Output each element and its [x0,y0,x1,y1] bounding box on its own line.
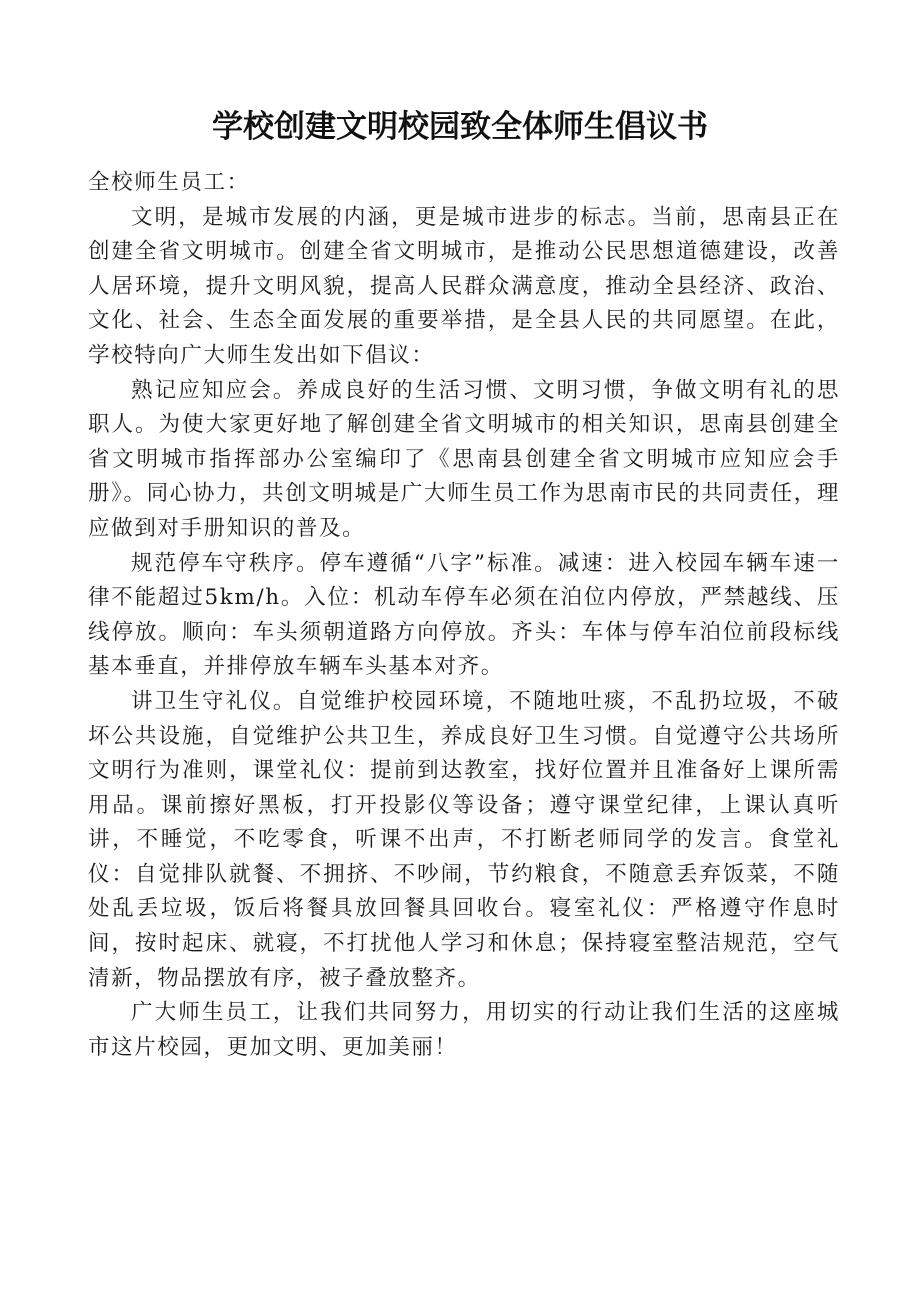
paragraph-parking: 规范停车守秩序。停车遵循“八字”标准。减速：进入校园车辆车速一律不能超过5km/h。入位：机动车停车必须在泊位内停放，严禁越线、压线停放。顺向：车头须朝道路方向停放。齐头：车体与停车泊位前段标线基本垂直，并排停放车辆车头基本对齐。 [88,550,840,680]
paragraph-intro: 文明，是城市发展的内涵，更是城市进步的标志。当前，思南县正在创建全省文明城市。创建全省文明城市，是推动公民思想道德建设，改善人居环境，提升文明风貌，提高人民群众满意度，推动全县经济、政治、文化、社会、生态全面发展的重要举措，是全县人民的共同愿望。在此，学校特向广大师生发出如下倡议： [88,204,840,368]
document-body [88,166,840,1065]
paragraph-knowledge: 熟记应知应会。养成良好的生活习惯、文明习惯，争做文明有礼的思职人。为使大家更好地了解创建全省文明城市的相关知识，思南县创建全省文明城市指挥部办公室编印了《思南县创建全省文明城市应知应会手册》。同心协力，共创文明城是广大师生员工作为思南市民的共同责任，理应做到对手册知识的普及。 [88,377,840,541]
paragraph-hygiene-etiquette: 讲卫生守礼仪。自觉维护校园环境，不随地吐痰，不乱扔垃圾，不破坏公共设施，自觉维护公共卫生，养成良好卫生习惯。自觉遵守公共场所文明行为准则，课堂礼仪：提前到达教室，找好位置并且准备好上课所需用品。课前擦好黑板，打开投影仪等设备；遵守课堂纪律，上课认真听讲，不睡觉，不吃零食，听课不出声，不打断老师同学的发言。食堂礼仪：自觉排队就餐、不拥挤、不吵闹，节约粮食，不随意丢弃饭菜，不随处乱丢垃圾，饭后将餐具放回餐具回收台。寝室礼仪：严格遵守作息时间，按时起床、就寝，不打扰他人学习和休息；保持寝室整洁规范，空气清新，物品摆放有序，被子叠放整齐。 [88,688,840,991]
document-title: 学校创建文明校园致全体师生倡议书 [212,109,708,145]
paragraph-closing: 广大师生员工，让我们共同努力，用切实的行动让我们生活的这座城市这片校园，更加文明、更加美丽！ [88,1000,840,1060]
salutation: 全校师生员工： [88,170,250,195]
